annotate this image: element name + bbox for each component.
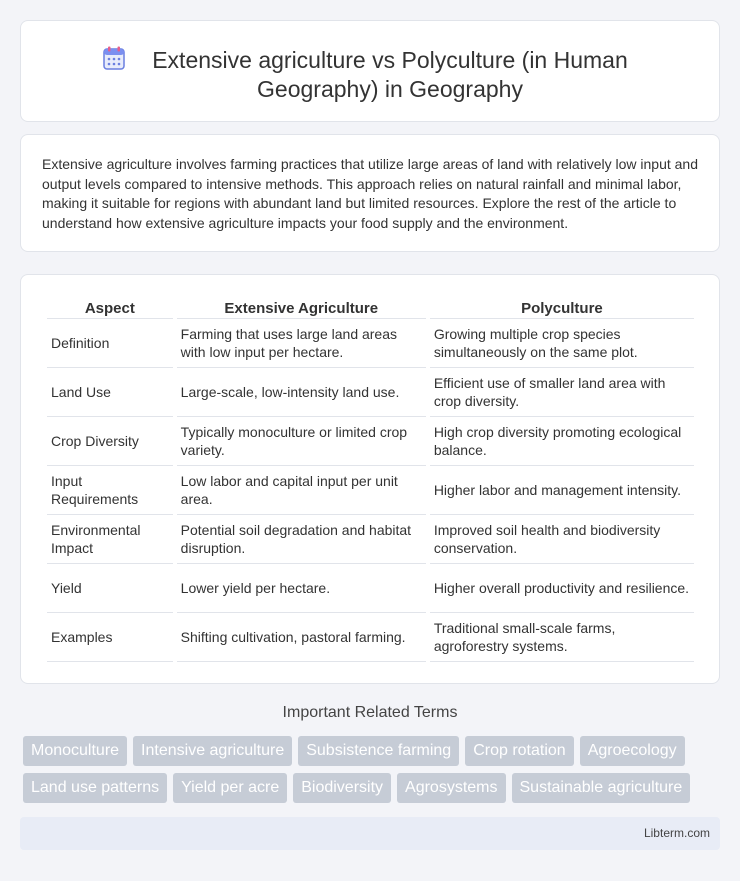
footer xyxy=(20,817,720,850)
table-row xyxy=(47,564,694,613)
related-term-tag[interactable]: Biodiversity xyxy=(293,773,391,803)
cell-polyculture: Growing multiple crop species simultaneously on the same plot. xyxy=(430,319,694,368)
related-term-tag[interactable]: Crop rotation xyxy=(465,736,574,766)
cell-polyculture: Traditional small-scale farms, agroforestry systems. xyxy=(430,613,694,662)
description-text: Extensive agriculture involves farming practices that utilize large areas of land with relatively low input and output levels compared to intensive methods. This approach relies on natural rainfall and minimal labor, making it suitable for regions with abundant land but limited resources. Explore the rest of the article to understand how extensive agriculture impacts your food supply and the environment. xyxy=(42,156,698,231)
table-row xyxy=(47,613,694,662)
cell-extensive: Potential soil degradation and habitat disruption. xyxy=(177,515,426,564)
cell-polyculture: High crop diversity promoting ecological balance. xyxy=(430,417,694,466)
related-term-tag[interactable]: Yield per acre xyxy=(173,773,287,803)
footer-brand-link[interactable]: Libterm.com xyxy=(643,826,710,840)
cell-aspect: Input Requirements xyxy=(47,466,173,515)
cell-extensive: Lower yield per hectare. xyxy=(177,564,426,613)
header-extensive: Extensive Agriculture xyxy=(177,297,426,319)
related-term-tag[interactable]: Land use patterns xyxy=(23,773,167,803)
cell-polyculture: Efficient use of smaller land area with crop diversity. xyxy=(430,368,694,417)
related-terms-row-1 xyxy=(23,736,723,766)
cell-polyculture: Improved soil health and biodiversity conservation. xyxy=(430,515,694,564)
table-row xyxy=(47,417,694,466)
cell-extensive: Shifting cultivation, pastoral farming. xyxy=(177,613,426,662)
cell-polyculture: Higher labor and management intensity. xyxy=(430,466,694,515)
table-row xyxy=(47,515,694,564)
header-aspect: Aspect xyxy=(47,297,173,319)
related-term-tag[interactable]: Sustainable agriculture xyxy=(512,773,691,803)
cell-extensive: Farming that uses large land areas with low input per hectare. xyxy=(177,319,426,368)
cell-aspect: Examples xyxy=(47,613,173,662)
cell-extensive: Large-scale, low-intensity land use. xyxy=(177,368,426,417)
comparison-table xyxy=(43,297,698,662)
related-terms-row-2 xyxy=(23,773,723,803)
description-card xyxy=(20,134,720,252)
related-term-tag[interactable]: Monoculture xyxy=(23,736,127,766)
cell-extensive: Typically monoculture or limited crop variety. xyxy=(177,417,426,466)
comparison-table-card xyxy=(20,274,720,684)
table-header-row xyxy=(47,297,694,319)
table-row xyxy=(47,368,694,417)
cell-aspect: Environmental Impact xyxy=(47,515,173,564)
related-term-tag[interactable]: Agroecology xyxy=(580,736,685,766)
cell-extensive: Low labor and capital input per unit area. xyxy=(177,466,426,515)
title-card xyxy=(20,20,720,122)
page-title: Extensive agriculture vs Polyculture (in Human Geography) in Geography xyxy=(152,47,628,102)
related-term-tag[interactable]: Subsistence farming xyxy=(298,736,459,766)
cell-aspect: Land Use xyxy=(47,368,173,417)
related-terms-heading: Important Related Terms xyxy=(282,704,458,721)
header-polyculture: Polyculture xyxy=(430,297,694,319)
cell-aspect: Definition xyxy=(47,319,173,368)
table-row xyxy=(47,466,694,515)
table-row xyxy=(47,319,694,368)
related-term-tag[interactable]: Intensive agriculture xyxy=(133,736,292,766)
related-term-tag[interactable]: Agrosystems xyxy=(397,773,505,803)
cell-aspect: Yield xyxy=(47,564,173,613)
cell-aspect: Crop Diversity xyxy=(47,417,173,466)
cell-polyculture: Higher overall productivity and resilience. xyxy=(430,564,694,613)
